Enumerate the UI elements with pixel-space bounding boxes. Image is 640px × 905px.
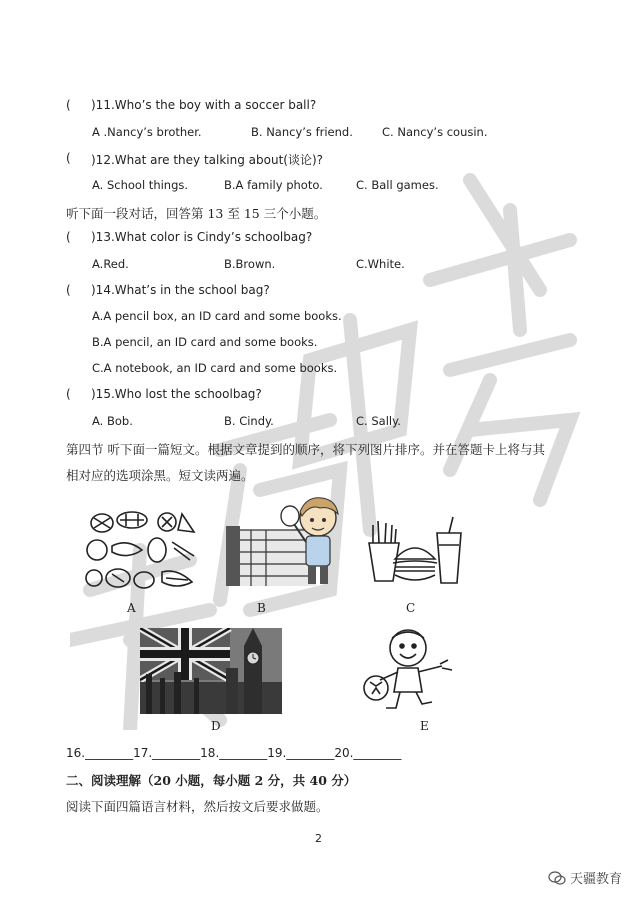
question-14-option-a: A.A pencil box, an ID card and some books. [92,309,342,323]
boy-soccer-icon [362,626,456,712]
question-11-option-a: A .Nancy’s brother. [92,125,202,139]
question-12-stem: )12.What are they talking about(谈论)? [91,153,324,167]
answer-paren[interactable]: ( [66,230,71,244]
brand-mark [548,868,622,887]
question-11-option-c: C. Nancy’s cousin. [382,125,488,139]
picture-d-label: D [211,719,221,733]
boy-tennis-icon [226,490,340,586]
question-11-option-b: B. Nancy’s friend. [251,125,353,139]
wechat-icon [548,871,566,885]
picture-a-label: A [127,601,136,615]
question-15-stem: )15.Who lost the schoolbag? [91,387,262,401]
question-12-option-b: B.A family photo. [224,178,323,192]
question-15-option-a: A. Bob. [92,414,133,428]
fast-food-icon [365,515,465,587]
question-15-option-b: B. Cindy. [224,414,274,428]
question-14-stem: )14.What’s in the school bag? [91,283,270,297]
picture-c-label: C [406,601,416,615]
answer-paren[interactable]: ( [66,151,71,165]
question-12-option-a: A. School things. [92,178,189,192]
question-14-option-b: B.A pencil, an ID card and some books. [92,335,318,349]
vegetables-fruits-icon [82,508,202,594]
question-15-option-c: C. Sally. [356,414,401,428]
question-14-option-c: C.A notebook, an ID card and some books. [92,361,338,375]
instruction-13-15: 听下面一段对话，回答第 13 至 15 三个小题。 [66,206,327,221]
question-13-option-b: B.Brown. [224,257,276,271]
answer-blanks-16-20[interactable]: 16.________17.________18.________19.________20.________ [66,746,402,760]
part2-title: 二、阅读理解（20 小题，每小题 2 分，共 40 分） [66,773,357,788]
question-13-option-c: C.White. [356,257,405,271]
question-12-option-c: C. Ball games. [356,178,439,192]
picture-e-label: E [420,719,429,733]
answer-paren[interactable]: ( [66,387,71,401]
part2-instruction: 阅读下面四篇语言材料，然后按文后要求做题。 [66,799,329,814]
section4-instruction-line1: 第四节 听下面一篇短文。根据文章提到的顺序，将下列图片排序。并在答题卡上将与其 [66,442,545,457]
london-big-ben-icon [140,628,282,714]
question-13-stem: )13.What color is Cindy’s schoolbag? [91,230,313,244]
section4-instruction-line2: 相对应的选项涂黑。短文读两遍。 [66,468,254,483]
picture-b-label: B [257,601,266,615]
brand-name: 天疆教育 [569,872,622,887]
answer-paren[interactable]: ( [66,98,71,112]
question-13-option-a: A.Red. [92,257,129,271]
page-number: 2 [315,832,322,845]
question-11-stem: )11.Who’s the boy with a soccer ball? [91,98,317,112]
answer-paren[interactable]: ( [66,283,71,297]
